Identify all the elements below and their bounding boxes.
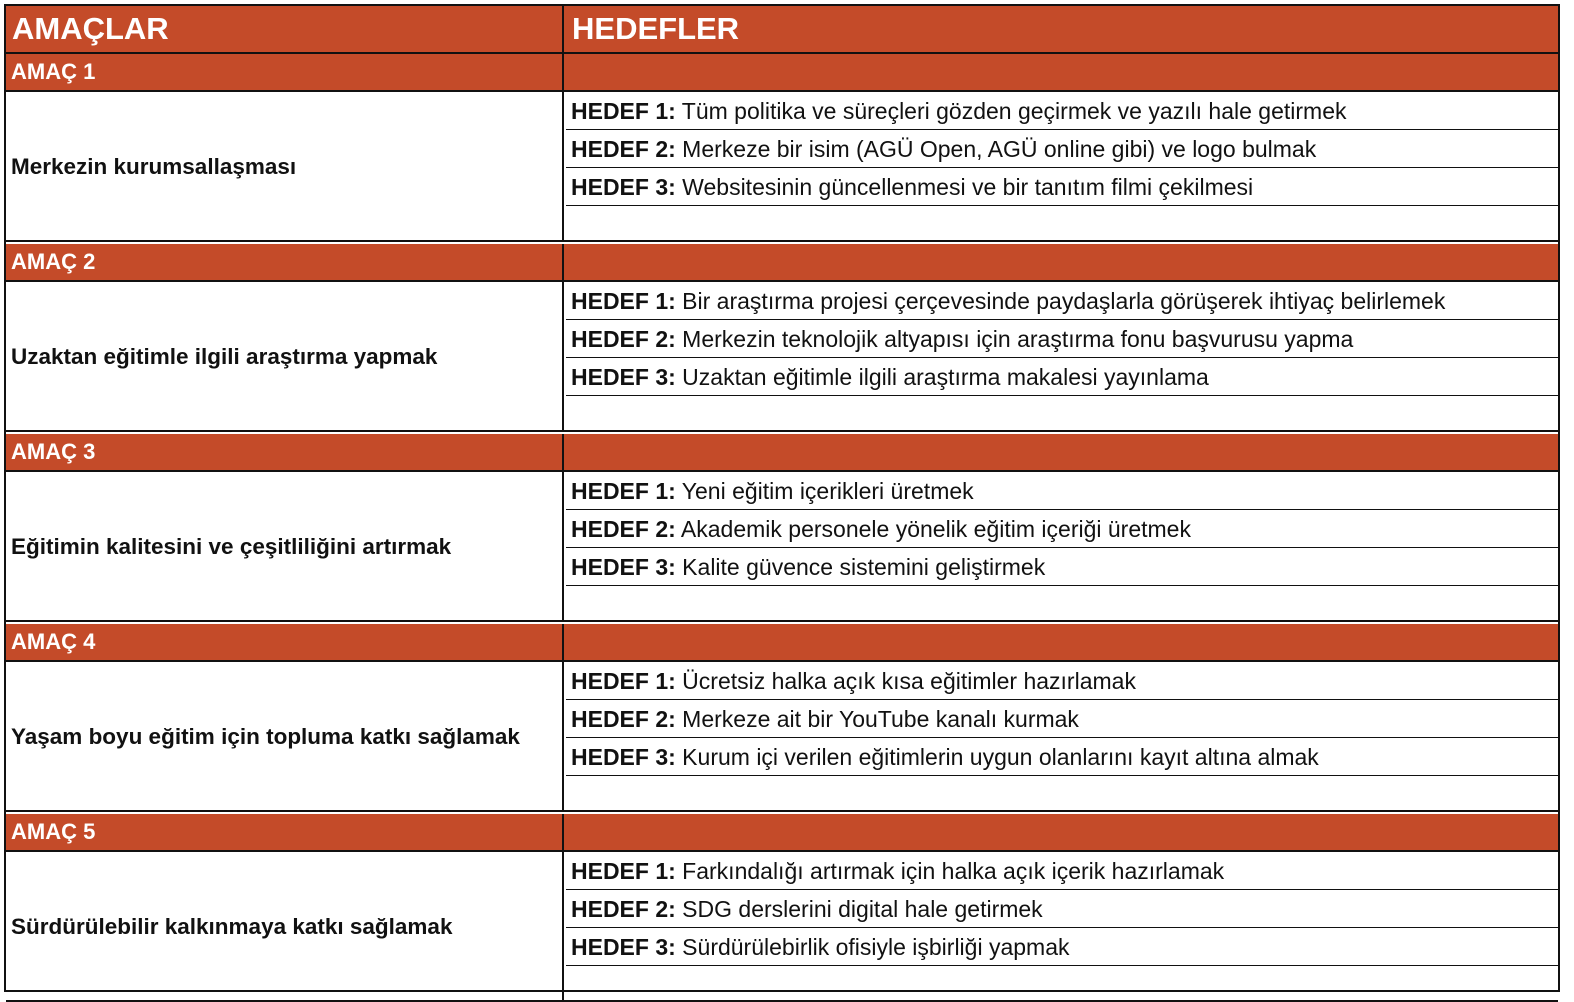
target-text: Uzaktan eğitimle ilgili araştırma makalesi yayınlama [675,364,1209,390]
target-row [566,320,1558,358]
header-goals: AMAÇLAR [6,6,564,52]
goal-body-row [6,472,1558,622]
empty-target-cell [566,966,1558,1002]
target-label: HEDEF 1: [571,858,676,884]
target-text: Kurum içi verilen eğitimlerin uygun olanlarını kayıt altına almak [675,744,1319,770]
target-label: HEDEF 3: [571,364,676,390]
target-label: HEDEF 2: [571,706,676,732]
target-text: Kalite güvence sistemini geliştirmek [675,554,1046,580]
target-text: Sürdürülebirlik ofisiyle işbirliği yapmak [675,934,1070,960]
header-targets: HEDEFLER [572,11,740,46]
target-label: HEDEF 3: [571,554,676,580]
goal-header-row [6,814,1558,852]
target-row [566,890,1558,928]
target-text: Akademik personele yönelik eğitim içeriği üretmek [675,516,1191,542]
target-row [566,700,1558,738]
goal-body-row [6,852,1558,1002]
empty-target-cell [566,206,1558,242]
target-text: Yeni eğitim içerikleri üretmek [675,478,974,504]
goal-name: Uzaktan eğitimle ilgili araştırma yapmak [6,282,564,432]
goal-body-row [6,92,1558,242]
goal-header-row [6,624,1558,662]
goal-label: AMAÇ 2 [6,244,564,280]
goal-name: Yaşam boyu eğitim için topluma katkı sağlamak [6,662,564,812]
target-label: HEDEF 1: [571,98,676,124]
goal-header-row [6,54,1558,92]
target-row [566,510,1558,548]
target-row [566,548,1558,586]
target-text: Farkındalığı artırmak için halka açık içerik hazırlamak [675,858,1225,884]
target-text: Merkeze bir isim (AGÜ Open, AGÜ online gibi) ve logo bulmak [675,136,1317,162]
target-label: HEDEF 2: [571,896,676,922]
target-label: HEDEF 2: [571,326,676,352]
target-text: SDG derslerini digital hale getirmek [675,896,1043,922]
target-row [566,282,1558,320]
target-label: HEDEF 1: [571,668,676,694]
goals-targets-table [4,4,1560,992]
target-text: Websitesinin güncellenmesi ve bir tanıtım filmi çekilmesi [675,174,1254,200]
target-label: HEDEF 1: [571,478,676,504]
target-row [566,168,1558,206]
target-row [566,472,1558,510]
target-label: HEDEF 3: [571,934,676,960]
goal-body-row [6,282,1558,432]
target-text: Bir araştırma projesi çerçevesinde paydaşlarla görüşerek ihtiyaç belirlemek [675,288,1446,314]
table-header [6,6,1558,54]
target-row [566,852,1558,890]
goal-label: AMAÇ 3 [6,434,564,470]
goal-name: Eğitimin kalitesini ve çeşitliliğini artırmak [6,472,564,622]
target-row [566,92,1558,130]
target-label: HEDEF 3: [571,174,676,200]
goal-name: Merkezin kurumsallaşması [6,92,564,242]
target-label: HEDEF 3: [571,744,676,770]
target-text: Ücretsiz halka açık kısa eğitimler hazırlamak [675,668,1136,694]
target-row [566,130,1558,168]
goal-body-row [6,662,1558,812]
target-label: HEDEF 2: [571,136,676,162]
target-text: Merkeze ait bir YouTube kanalı kurmak [675,706,1079,732]
target-text: Tüm politika ve süreçleri gözden geçirmek ve yazılı hale getirmek [675,98,1347,124]
goal-label: AMAÇ 4 [6,624,564,660]
target-text: Merkezin teknolojik altyapısı için araştırma fonu başvurusu yapma [675,326,1354,352]
goal-label: AMAÇ 1 [6,54,564,90]
goal-label: AMAÇ 5 [6,814,564,850]
target-label: HEDEF 1: [571,288,676,314]
target-row [566,358,1558,396]
empty-target-cell [566,396,1558,432]
target-row [566,662,1558,700]
empty-target-cell [566,776,1558,812]
empty-target-cell [566,586,1558,622]
target-row [566,928,1558,966]
target-row [566,738,1558,776]
goal-header-row [6,434,1558,472]
goal-header-row [6,244,1558,282]
target-label: HEDEF 2: [571,516,676,542]
goal-name: Sürdürülebilir kalkınmaya katkı sağlamak [6,852,564,1002]
